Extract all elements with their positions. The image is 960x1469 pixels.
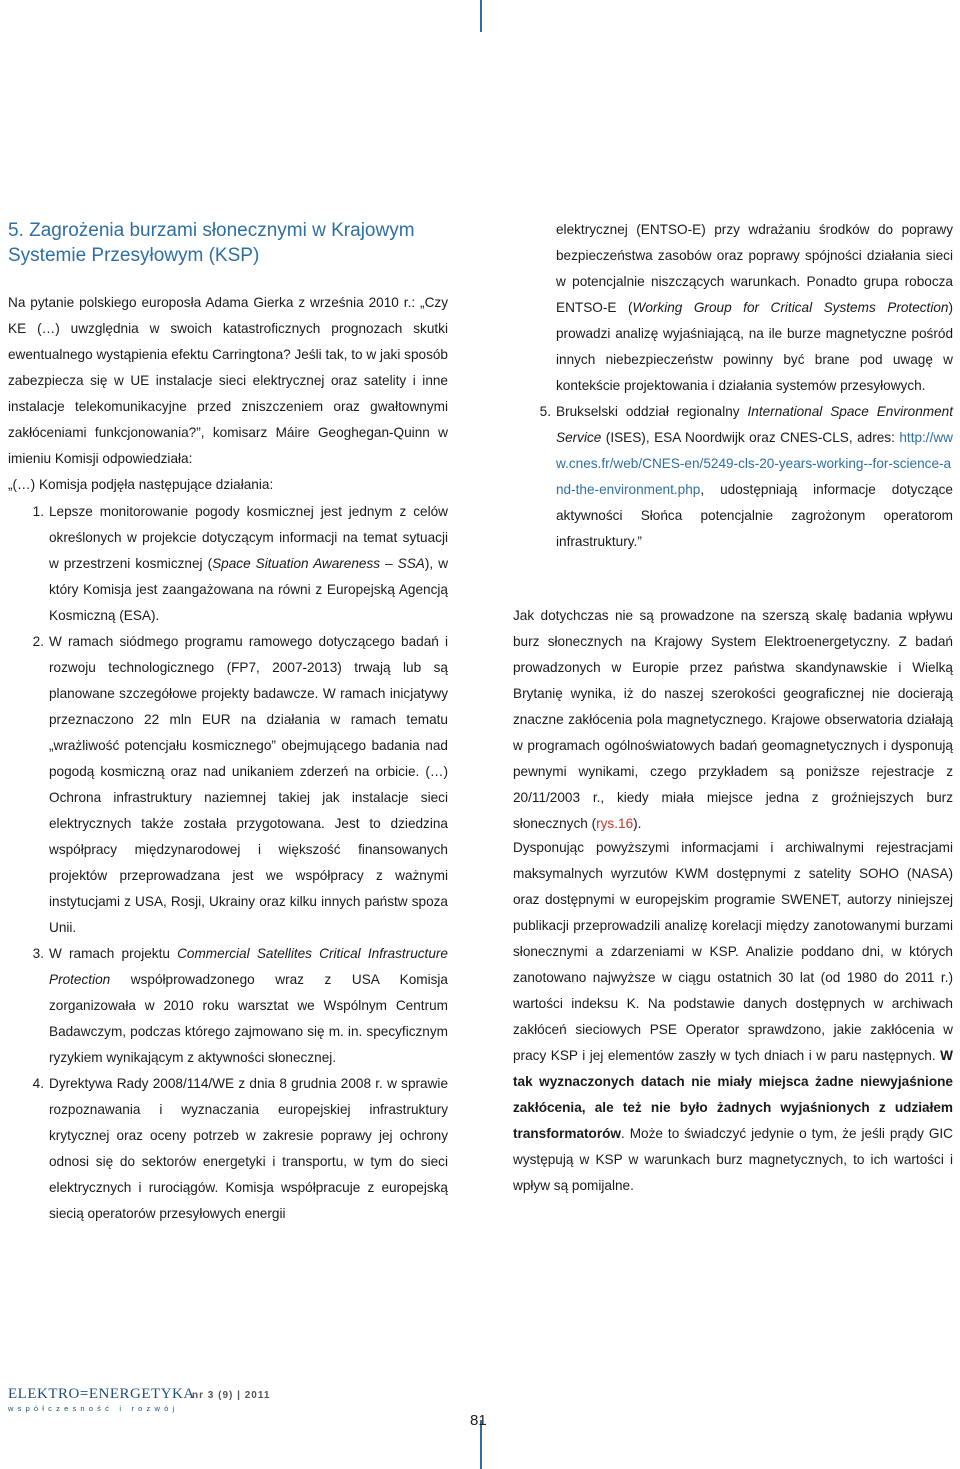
list-item-text: współprowadzonego wraz z USA Komisja zorganizowała w 2010 roku warsztat we Wspólnym Centrum Badawczym, podczas którego zajmowano się m. in. specyficznym ryzykiem wynikającym z aktywności słonecznej. xyxy=(49,972,448,1065)
list-item-continued xyxy=(513,217,953,399)
list-item-text: (ISES), ESA Noordwijk oraz CNES-CLS, adres: xyxy=(601,430,900,445)
logo-tagline: współczesność i rozwój xyxy=(8,1404,179,1413)
page-number: 81 xyxy=(470,1412,487,1429)
commission-actions-list xyxy=(8,499,448,1227)
journal-logo xyxy=(8,1386,195,1413)
list-item-text: Lepsze monitorowanie pogody kosmicznej jest jednym z celów określonych w projekcie dotyczącym informacji na temat sytuacji w przestrzeni kosmicznej ( xyxy=(49,504,448,571)
paragraph-text: Jak dotychczas nie są prowadzone na szerszą skalę badania wpływu burz słonecznych na Krajowy System Elektroenergetyczny. Z badań prowadzonych w Europie przez państwa skandynawskie i Wielką Brytanię wynika, iż do naszej szerokości geograficznej nie docierają znaczne zakłócenia pola magnetycznego. Krajowe obserwatoria działają w programach ogólnoświatowych badań geomagnetycznych i dysponują pewnymi wynikami, czego przykładem są poniższe rejestracje z 20/11/2003 r., kiedy miała miejsce jedna z groźniejszych burz słonecznych ( xyxy=(513,608,953,831)
intro-paragraph: Na pytanie polskiego europosła Adama Gierka z września 2010 r.: „Czy KE (…) uwzględnia w swoich katastroficznych prognozach skutki ewentualnego wystąpienia efektu Carringtona? Jeśli tak, to w jaki sposób zabezpiecza się w UE instalacje sieci elektrycznej oraz satelity i inne instalacje telekomunikacyjne przed zniszczeniem oraz gwałtownymi zakłóceniami funkcjonowania?”, komisarz Máire Geoghegan-Quinn w imieniu Komisji odpowiedziała: xyxy=(8,295,448,466)
list-item-text: ), w który Komisja jest zaangażowana na równi z Europejską Agencją Kosmiczną (ESA). xyxy=(49,556,449,623)
list-item-italic: Space Situation Awareness – SSA xyxy=(212,556,425,571)
list-item-text: W ramach siódmego programu ramowego dotyczącego badań i rozwoju technologicznego (FP7, 2007-2013) trwają lub są planowane szczegółowe projekty badawcze. W ramach inicjatywy przeznaczono 22 mln EUR na działania w ramach tematu „wrażliwość potencjału kosmicznego” obejmującego badania nad pogodą kosmiczną oraz nad unikaniem zderzeń na orbicie. (…) Ochrona infrastruktury naziemnej takiej jak instalacje sieci elektrycznych także została przygotowana. Jest to dziedzina współpracy międzynarodowej i większość finansowanych projektów przeprowadzana jest we współpracy z ważnymi instytucjami z USA, Rosji, Ukrainy oraz kilku innych państw spoza Unii. xyxy=(49,634,448,935)
logo-text: ELEKTRO xyxy=(8,1386,80,1402)
list-item xyxy=(8,629,448,941)
list-item-number: 3. xyxy=(32,946,44,961)
quote-lead: „(…) Komisja podjęła następujące działania: xyxy=(8,477,274,492)
list-item xyxy=(8,1071,448,1227)
section-heading: 5. Zagrożenia burzami słonecznymi w Krajowym Systemie Przesyłowym (KSP) xyxy=(8,220,415,266)
list-item-text: W ramach projektu xyxy=(49,946,178,961)
paragraph-text: . Może to świadczyć jedynie o tym, że jeśli prądy GIC występują w KSP w warunkach burz magnetycznych, to ich wartości i wpływ są pomijalne. xyxy=(513,1126,953,1193)
body-paragraph xyxy=(513,835,953,1199)
list-item-text: Brukselski oddział regionalny xyxy=(556,404,748,419)
list-item-italic: Commercial Satellites Critical Infrastructure Protection xyxy=(49,946,448,987)
top-divider-line xyxy=(480,0,482,32)
list-item-text: , udostępniają informacje dotyczące aktywności Słońca potencjalnie zagrożonym operatorom infrastruktury.” xyxy=(556,482,953,549)
bold-conclusion: W tak wyznaczonych datach nie miały miejsca żadne niewyjaśnione zakłócenia, ale też nie było żadnych wyjaśnionych z udziałem transformatorów xyxy=(513,1048,953,1141)
continued-list xyxy=(513,217,953,555)
cnes-link[interactable]: http://www.cnes.fr/web/CNES-en/5249-cls-20-years-working--for-science-and-the-environment.php xyxy=(556,430,953,497)
list-item-number: 4. xyxy=(32,1076,44,1091)
logo-mark: = xyxy=(79,1386,89,1402)
body-paragraph xyxy=(513,603,953,837)
list-item-number: 2. xyxy=(32,634,44,649)
paragraph-text: Dysponując powyższymi informacjami i archiwalnymi rejestracjami maksymalnych wyrzutów KWM dostępnymi z satelity SOHO (NASA) oraz dostępnymi w europejskim programie SWENET, autorzy niniejszej publikacji przeprowadzili analizę korelacji między zanotowanymi burzami słonecznymi a zdarzeniami w KSP. Analizie poddano dni, w których zanotowano najwyższe w ciągu ostatnich 30 lat (od 1980 do 2011 r.) wartości indeksu K. Na podstawie danych dostępnych w archiwach zakłóceń sieciowych PSE Operator sprawdzono, jakie zakłócenia w pracy KSP i jej elementów zaszły w tych dniach i w paru następnych. xyxy=(513,840,953,1063)
figure-reference[interactable]: rys.16 xyxy=(596,816,634,831)
logo-wordmark xyxy=(8,1386,195,1403)
list-item-number: 5. xyxy=(539,404,551,419)
list-item-text: elektrycznej (ENTSO-E) przy wdrażaniu środków do poprawy bezpieczeństwa zasobów oraz poprawy spójności działania sieci w potencjalnie niszczących warunkach. Ponadto grupa robocza ENTSO-E ( xyxy=(556,222,953,315)
issue-number: nr 3 (9) | 2011 xyxy=(192,1390,271,1401)
paragraph-text: ). xyxy=(633,816,642,831)
list-item xyxy=(8,941,448,1071)
logo-text: ENERGETYKA xyxy=(88,1386,195,1402)
list-item-italic: Working Group for Critical Systems Protection xyxy=(632,300,949,315)
list-item xyxy=(8,499,448,629)
list-item-number: 1. xyxy=(32,504,44,519)
list-item-text: ) prowadzi analizę wyjaśniającą, na ile burze magnetyczne pośród innych niebezpieczeństw powinny być brane pod uwagę w kontekście projektowania i działania systemów przesyłowych. xyxy=(556,300,953,393)
list-item-text: Dyrektywa Rady 2008/114/WE z dnia 8 grudnia 2008 r. w sprawie rozpoznawania i wyznaczania europejskiej infrastruktury krytycznej oraz oceny potrzeb w zakresie poprawy jej ochrony odnosi się do sektorów energetyki i transportu, w tym do sieci elektrycznych i rurociągów. Komisja współpracuje z europejską siecią operatorów przesyłowych energii xyxy=(49,1076,448,1221)
list-item xyxy=(513,399,953,555)
list-item-italic: International Space Environment Service xyxy=(556,404,954,445)
